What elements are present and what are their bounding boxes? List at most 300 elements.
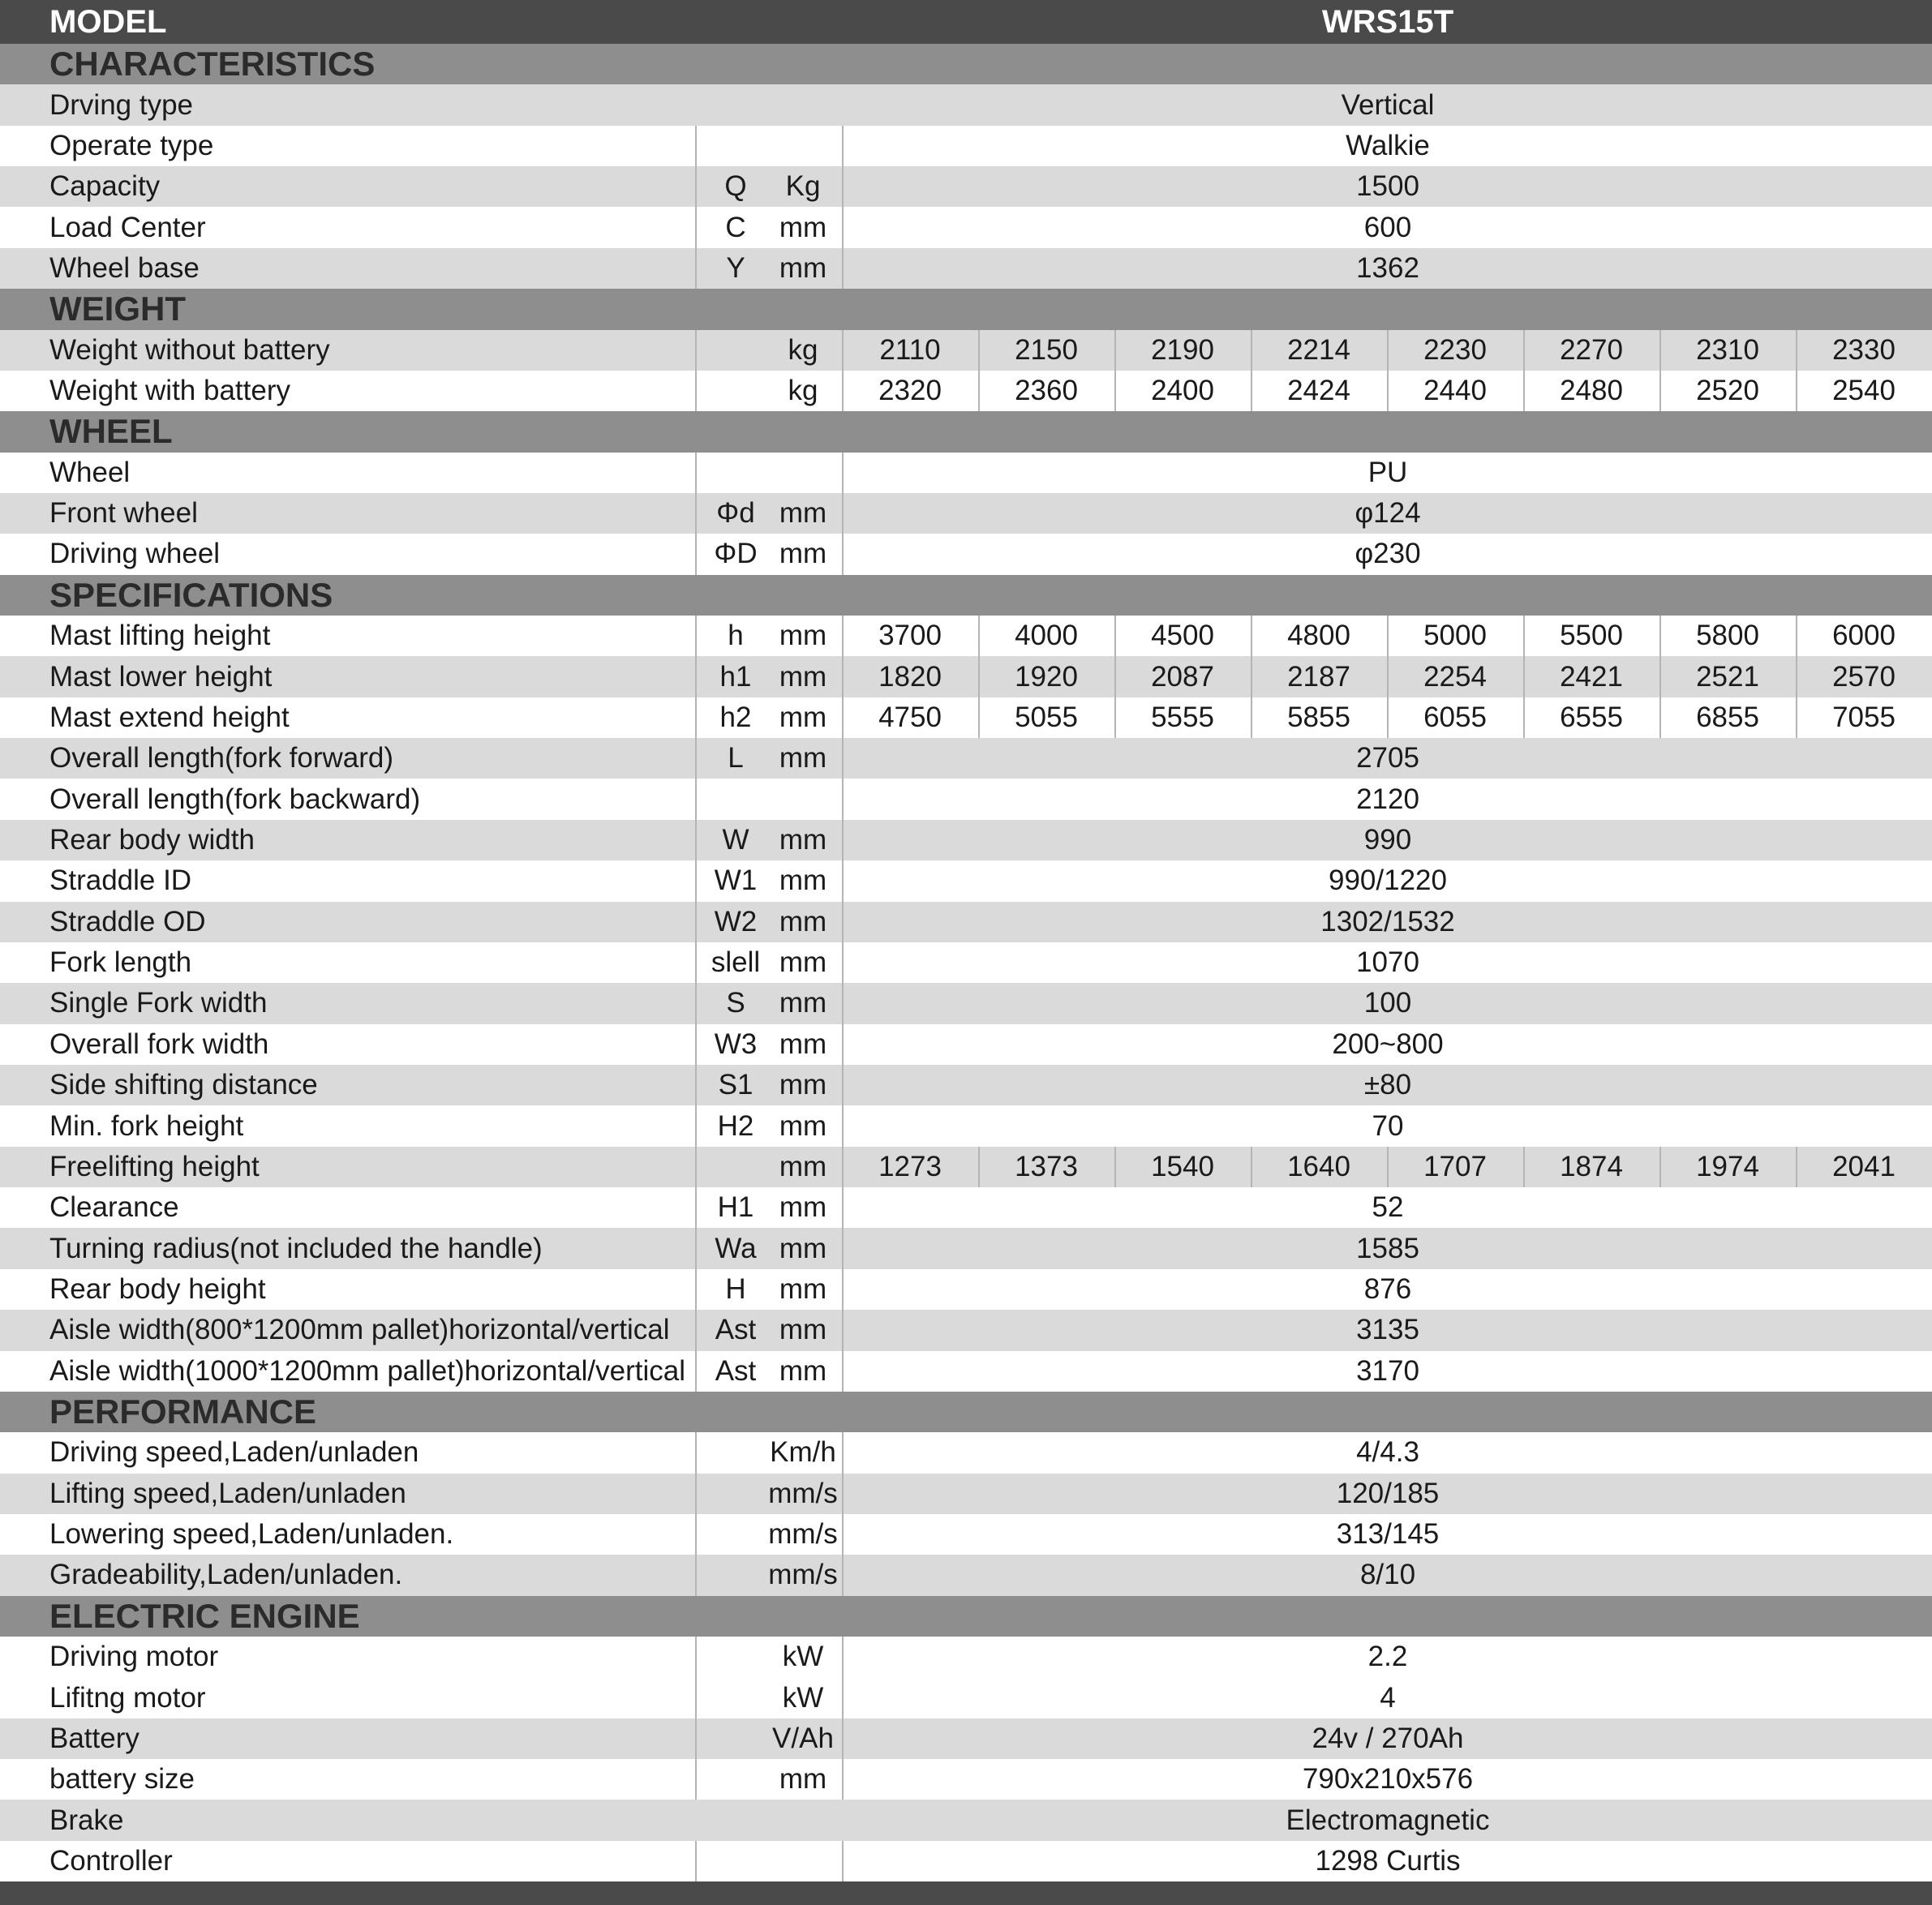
spec-unit: mm/s	[768, 1559, 838, 1591]
spec-unit: mm/s	[768, 1518, 838, 1551]
spec-value: 120/185	[1336, 1477, 1440, 1509]
spec-name: Aisle width(800*1200mm pallet)horizontal/vertical	[49, 1314, 670, 1346]
spec-symbol: W	[722, 824, 749, 856]
spec-unit	[762, 779, 844, 819]
column-divider	[695, 738, 697, 779]
spec-row-multi	[0, 330, 1932, 371]
footer-bar	[0, 1881, 1932, 1905]
spec-unit: mm	[779, 742, 827, 774]
column-divider	[1251, 616, 1252, 656]
spec-name: Capacity	[49, 170, 161, 203]
section-title: WEIGHT	[49, 290, 186, 328]
spec-value-cell: 7055	[1832, 701, 1896, 733]
column-divider	[1387, 1147, 1389, 1187]
spec-value-cell: 5500	[1560, 620, 1623, 652]
spec-symbol: W1	[714, 865, 758, 897]
spec-value-cell: 2570	[1832, 660, 1896, 693]
spec-value: 1302/1532	[1320, 905, 1455, 937]
spec-row	[0, 1718, 1932, 1759]
spec-row	[0, 493, 1932, 534]
spec-value: 2120	[1356, 783, 1419, 815]
spec-row	[0, 1105, 1932, 1146]
spec-unit: Kg	[785, 170, 821, 203]
spec-row	[0, 1555, 1932, 1595]
spec-name: Mast extend height	[49, 701, 290, 733]
spec-name: Min. fork height	[49, 1109, 244, 1142]
column-divider	[695, 779, 697, 819]
spec-value-cell: 6855	[1696, 701, 1759, 733]
spec-value: φ124	[1355, 497, 1421, 530]
spec-unit: mm	[779, 987, 827, 1019]
column-divider	[1659, 371, 1661, 411]
spec-value-cell: 4500	[1151, 620, 1214, 652]
spec-row	[0, 738, 1932, 779]
spec-value-cell: 2190	[1151, 333, 1214, 366]
column-divider	[695, 1187, 697, 1228]
spec-value-cell: 5800	[1696, 620, 1759, 652]
spec-row	[0, 453, 1932, 493]
column-divider	[695, 1351, 697, 1392]
column-divider	[1659, 697, 1661, 738]
spec-row	[0, 1841, 1932, 1881]
column-divider	[695, 1474, 697, 1514]
spec-value: 313/145	[1336, 1518, 1440, 1551]
column-divider	[695, 1310, 697, 1350]
spec-row	[0, 1310, 1932, 1350]
spec-name: Drving type	[49, 88, 194, 121]
spec-row-multi	[0, 656, 1932, 697]
column-divider	[978, 616, 980, 656]
column-divider	[695, 1718, 697, 1759]
column-divider	[1387, 371, 1389, 411]
spec-unit: mm	[779, 620, 827, 652]
spec-row	[0, 534, 1932, 574]
spec-row-multi	[0, 697, 1932, 738]
column-divider	[695, 860, 697, 901]
spec-unit: mm	[779, 497, 827, 530]
spec-value-cell: 4800	[1287, 620, 1350, 652]
column-divider	[695, 942, 697, 983]
spec-name: Clearance	[49, 1191, 179, 1224]
spec-unit: mm	[779, 1763, 827, 1796]
spec-unit: mm	[779, 1354, 827, 1387]
spec-value-cell: 1820	[878, 660, 942, 693]
spec-value: 100	[1363, 987, 1412, 1019]
spec-symbol: S1	[718, 1069, 753, 1101]
spec-unit: mm	[779, 865, 827, 897]
column-divider	[695, 534, 697, 574]
spec-unit: mm	[779, 1069, 827, 1101]
spec-value-cell: 4000	[1015, 620, 1078, 652]
spec-value-cell: 1640	[1287, 1150, 1350, 1182]
column-divider	[1796, 1147, 1797, 1187]
spec-name: Overall fork width	[49, 1028, 269, 1060]
spec-value-cell: 2360	[1015, 375, 1078, 407]
column-divider	[1523, 616, 1525, 656]
spec-name: Single Fork width	[49, 987, 268, 1019]
spec-value-cell: 5855	[1287, 701, 1350, 733]
column-divider	[1659, 656, 1661, 697]
spec-value-cell: 6555	[1560, 701, 1623, 733]
spec-value-cell: 2421	[1560, 660, 1623, 693]
column-divider	[695, 656, 697, 697]
spec-symbol: Φd	[716, 497, 755, 530]
column-divider	[1387, 616, 1389, 656]
spec-symbol: H2	[717, 1109, 754, 1142]
spec-unit	[762, 84, 844, 125]
spec-unit	[762, 453, 844, 493]
spec-name: Rear body height	[49, 1272, 266, 1305]
spec-unit: mm	[779, 1150, 827, 1182]
spec-unit: mm	[779, 824, 827, 856]
spec-unit: kW	[782, 1641, 824, 1673]
spec-row	[0, 942, 1932, 983]
spec-value-cell: 4750	[878, 701, 942, 733]
spec-name: Brake	[49, 1804, 124, 1836]
spec-value: 4	[1380, 1681, 1396, 1714]
spec-value-cell: 3700	[878, 620, 942, 652]
column-divider	[695, 697, 697, 738]
column-divider	[695, 616, 697, 656]
column-divider	[1523, 371, 1525, 411]
spec-value-cell: 2320	[878, 375, 942, 407]
section-header	[0, 1596, 1932, 1637]
spec-symbol: Y	[726, 251, 745, 284]
spec-unit: kg	[788, 375, 818, 407]
section-header	[0, 289, 1932, 329]
spec-value-cell: 5555	[1151, 701, 1214, 733]
column-divider	[1251, 697, 1252, 738]
spec-unit: mm	[779, 701, 827, 733]
column-divider	[695, 820, 697, 860]
spec-unit: mm	[779, 251, 827, 284]
spec-row	[0, 1800, 1932, 1840]
column-divider	[695, 1105, 697, 1146]
spec-value: 70	[1372, 1109, 1404, 1142]
column-divider	[1387, 697, 1389, 738]
spec-row-multi	[0, 616, 1932, 656]
spec-row	[0, 1269, 1932, 1310]
spec-row	[0, 1065, 1932, 1105]
spec-value: 2.2	[1367, 1641, 1408, 1673]
column-divider	[695, 330, 697, 371]
spec-row	[0, 84, 1932, 125]
spec-name: Overall length(fork forward)	[49, 742, 394, 774]
column-divider	[1523, 697, 1525, 738]
spec-value-cell: 2110	[879, 333, 941, 366]
column-divider	[695, 1677, 697, 1718]
spec-row	[0, 1677, 1932, 1718]
column-divider	[1251, 656, 1252, 697]
spec-name: Freelifting height	[49, 1150, 260, 1182]
spec-symbol: H	[725, 1272, 746, 1305]
spec-symbol: H1	[717, 1191, 754, 1224]
spec-unit: mm	[779, 946, 827, 979]
spec-value-cell: 1707	[1423, 1150, 1487, 1182]
spec-value-cell: 2254	[1423, 660, 1487, 693]
spec-symbol: ΦD	[714, 538, 758, 570]
spec-row	[0, 1514, 1932, 1555]
spec-name: Lowering speed,Laden/unladen.	[49, 1518, 454, 1551]
spec-value-cell: 2440	[1423, 375, 1487, 407]
spec-value-cell: 2330	[1832, 333, 1896, 366]
column-divider	[1659, 616, 1661, 656]
spec-symbol: Ast	[715, 1354, 757, 1387]
spec-row	[0, 860, 1932, 901]
column-divider	[1114, 616, 1116, 656]
spec-name: Side shifting distance	[49, 1069, 318, 1101]
spec-row-multi	[0, 1147, 1932, 1187]
spec-value: 1298 Curtis	[1315, 1845, 1461, 1877]
spec-symbol: h	[728, 620, 744, 652]
spec-name: Mast lifting height	[49, 620, 271, 652]
spec-row	[0, 1187, 1932, 1228]
column-divider	[695, 126, 697, 166]
spec-name: Wheel base	[49, 251, 200, 284]
spec-value-cell: 6055	[1423, 701, 1487, 733]
spec-row	[0, 902, 1932, 942]
spec-symbol: W2	[714, 905, 758, 937]
spec-value: 1070	[1356, 946, 1419, 979]
spec-value-cell: 2230	[1423, 333, 1487, 366]
column-divider	[695, 493, 697, 534]
column-divider	[1251, 330, 1252, 371]
spec-value-cell: 2270	[1560, 333, 1623, 366]
spec-name: Straddle ID	[49, 865, 192, 897]
spec-value: Electromagnetic	[1286, 1804, 1490, 1836]
spec-value-cell: 1373	[1015, 1150, 1078, 1182]
column-divider	[1796, 697, 1797, 738]
column-divider	[695, 1024, 697, 1065]
spec-name: Front wheel	[49, 497, 198, 530]
spec-name: Driving motor	[49, 1641, 219, 1673]
spec-unit: mm	[779, 1314, 827, 1346]
spec-name: Fork length	[49, 946, 192, 979]
spec-value: PU	[1367, 456, 1408, 488]
spec-unit: mm/s	[768, 1477, 838, 1509]
spec-unit: V/Ah	[772, 1722, 834, 1754]
column-divider	[1523, 656, 1525, 697]
spec-unit	[762, 1841, 844, 1881]
spec-name: Aisle width(1000*1200mm pallet)horizontal/vertical	[49, 1354, 685, 1387]
spec-value: Walkie	[1346, 129, 1430, 161]
spec-value: ±80	[1363, 1069, 1412, 1101]
column-divider	[695, 1514, 697, 1555]
column-divider	[695, 902, 697, 942]
section-header	[0, 44, 1932, 84]
spec-name: Weight with battery	[49, 375, 290, 407]
column-divider	[1387, 656, 1389, 697]
spec-name: Gradeability,Laden/unladen.	[49, 1559, 403, 1591]
column-divider	[1796, 371, 1797, 411]
spec-symbol: W3	[714, 1028, 758, 1060]
spec-value-cell: 2187	[1287, 660, 1350, 693]
spec-value-cell: 2521	[1696, 660, 1759, 693]
spec-unit: mm	[779, 1028, 827, 1060]
spec-row	[0, 1024, 1932, 1065]
column-divider	[1251, 1147, 1252, 1187]
spec-symbol: Q	[724, 170, 747, 203]
spec-value: 2705	[1356, 742, 1419, 774]
spec-value-cell: 6000	[1832, 620, 1896, 652]
spec-value: φ230	[1355, 538, 1421, 570]
spec-unit: kW	[782, 1681, 824, 1714]
section-header	[0, 411, 1932, 452]
spec-value-cell: 1920	[1015, 660, 1078, 693]
model-label: MODEL	[49, 3, 167, 40]
spec-symbol: h1	[719, 660, 752, 693]
column-divider	[1251, 371, 1252, 411]
spec-unit: kg	[788, 333, 818, 366]
spec-unit: mm	[779, 1232, 827, 1264]
column-divider	[695, 453, 697, 493]
spec-value: 1500	[1356, 170, 1419, 203]
spec-symbol: L	[728, 742, 744, 774]
spec-value: Vertical	[1341, 88, 1435, 121]
column-divider	[1796, 656, 1797, 697]
spec-value-cell: 2214	[1287, 333, 1350, 366]
spec-row	[0, 1351, 1932, 1392]
column-divider	[695, 1555, 697, 1595]
spec-name: battery size	[49, 1763, 195, 1796]
spec-row	[0, 1432, 1932, 1473]
spec-row	[0, 166, 1932, 207]
spec-name: Controller	[49, 1845, 173, 1877]
column-divider	[1796, 616, 1797, 656]
section-header	[0, 1392, 1932, 1432]
spec-name: Driving wheel	[49, 538, 221, 570]
spec-value: 1585	[1356, 1232, 1419, 1264]
spec-row	[0, 126, 1932, 166]
spec-value-cell: 2041	[1832, 1150, 1896, 1182]
spec-unit: Km/h	[770, 1436, 836, 1469]
section-title: WHEEL	[49, 412, 173, 451]
spec-row-multi	[0, 371, 1932, 411]
model-value: WRS15T	[1321, 3, 1454, 40]
spec-name: Straddle OD	[49, 905, 206, 937]
spec-value: 3135	[1356, 1314, 1419, 1346]
spec-value: 3170	[1356, 1354, 1419, 1387]
spec-name: Wheel	[49, 456, 131, 488]
column-divider	[1114, 330, 1116, 371]
column-divider	[695, 207, 697, 247]
spec-name: Mast lower height	[49, 660, 273, 693]
section-title: CHARACTERISTICS	[49, 45, 376, 84]
section-title: ELECTRIC ENGINE	[49, 1596, 360, 1635]
spec-value-cell: 2150	[1015, 333, 1078, 366]
spec-name: Load Center	[49, 211, 206, 243]
spec-value-cell: 5000	[1423, 620, 1487, 652]
spec-row	[0, 983, 1932, 1023]
spec-value-cell: 2540	[1832, 375, 1896, 407]
spec-value: 52	[1372, 1191, 1404, 1224]
spec-symbol: slell	[711, 946, 761, 979]
column-divider	[695, 1637, 697, 1677]
spec-name: Lifting speed,Laden/unladen	[49, 1477, 406, 1509]
column-divider	[1523, 330, 1525, 371]
column-divider	[978, 371, 980, 411]
spec-unit: mm	[779, 1191, 827, 1224]
spec-value-cell: 2087	[1151, 660, 1214, 693]
spec-value-cell: 1540	[1151, 1150, 1214, 1182]
spec-unit: mm	[779, 211, 827, 243]
spec-value: 990/1220	[1329, 865, 1447, 897]
spec-symbol: h2	[719, 701, 752, 733]
spec-symbol: Wa	[715, 1232, 757, 1264]
spec-name: Rear body width	[49, 824, 255, 856]
spec-unit: mm	[779, 660, 827, 693]
spec-value-cell: 1874	[1560, 1150, 1623, 1182]
spec-row	[0, 207, 1932, 247]
column-divider	[978, 656, 980, 697]
column-divider	[978, 330, 980, 371]
column-divider	[695, 1432, 697, 1473]
column-divider	[695, 371, 697, 411]
spec-symbol: Ast	[715, 1314, 757, 1346]
spec-value: 4/4.3	[1356, 1436, 1419, 1469]
spec-value: 876	[1363, 1272, 1412, 1305]
column-divider	[978, 1147, 980, 1187]
spec-row	[0, 1474, 1932, 1514]
column-divider	[695, 983, 697, 1023]
column-divider	[1659, 330, 1661, 371]
spec-unit: mm	[779, 1272, 827, 1305]
section-title: SPECIFICATIONS	[49, 575, 333, 614]
spec-symbol: C	[725, 211, 746, 243]
column-divider	[695, 1228, 697, 1268]
column-divider	[1114, 697, 1116, 738]
spec-unit: mm	[779, 1109, 827, 1142]
column-divider	[695, 1759, 697, 1800]
column-divider	[695, 1065, 697, 1105]
spec-row	[0, 248, 1932, 289]
spec-value: 990	[1363, 824, 1412, 856]
column-divider	[1523, 1147, 1525, 1187]
spec-unit	[762, 126, 844, 166]
spec-row	[0, 820, 1932, 860]
model-title-row	[0, 0, 1932, 44]
spec-value-cell: 5055	[1015, 701, 1078, 733]
column-divider	[695, 248, 697, 289]
column-divider	[695, 1841, 697, 1881]
spec-name: Weight without battery	[49, 333, 330, 366]
column-divider	[695, 166, 697, 207]
spec-value: 8/10	[1359, 1559, 1416, 1591]
spec-value-cell: 2400	[1151, 375, 1214, 407]
spec-name: Operate type	[49, 129, 214, 161]
spec-unit	[762, 1800, 844, 1840]
spec-row	[0, 1228, 1932, 1268]
spec-unit: mm	[779, 905, 827, 937]
spec-value-cell: 1974	[1696, 1150, 1759, 1182]
spec-row	[0, 779, 1932, 819]
spec-symbol: S	[726, 987, 745, 1019]
spec-name: Overall length(fork backward)	[49, 783, 421, 815]
spec-value: 1362	[1356, 251, 1419, 284]
spec-name: Lifitng motor	[49, 1681, 206, 1714]
spec-value-cell: 1273	[878, 1150, 942, 1182]
column-divider	[1114, 656, 1116, 697]
spec-row	[0, 1759, 1932, 1800]
spec-value: 24v / 270Ah	[1312, 1722, 1464, 1754]
spec-name: Battery	[49, 1722, 140, 1754]
column-divider	[1114, 1147, 1116, 1187]
column-divider	[1387, 330, 1389, 371]
spec-value-cell: 2480	[1560, 375, 1623, 407]
column-divider	[1659, 1147, 1661, 1187]
spec-value: 790x210x576	[1302, 1763, 1474, 1796]
spec-value: 600	[1363, 211, 1412, 243]
